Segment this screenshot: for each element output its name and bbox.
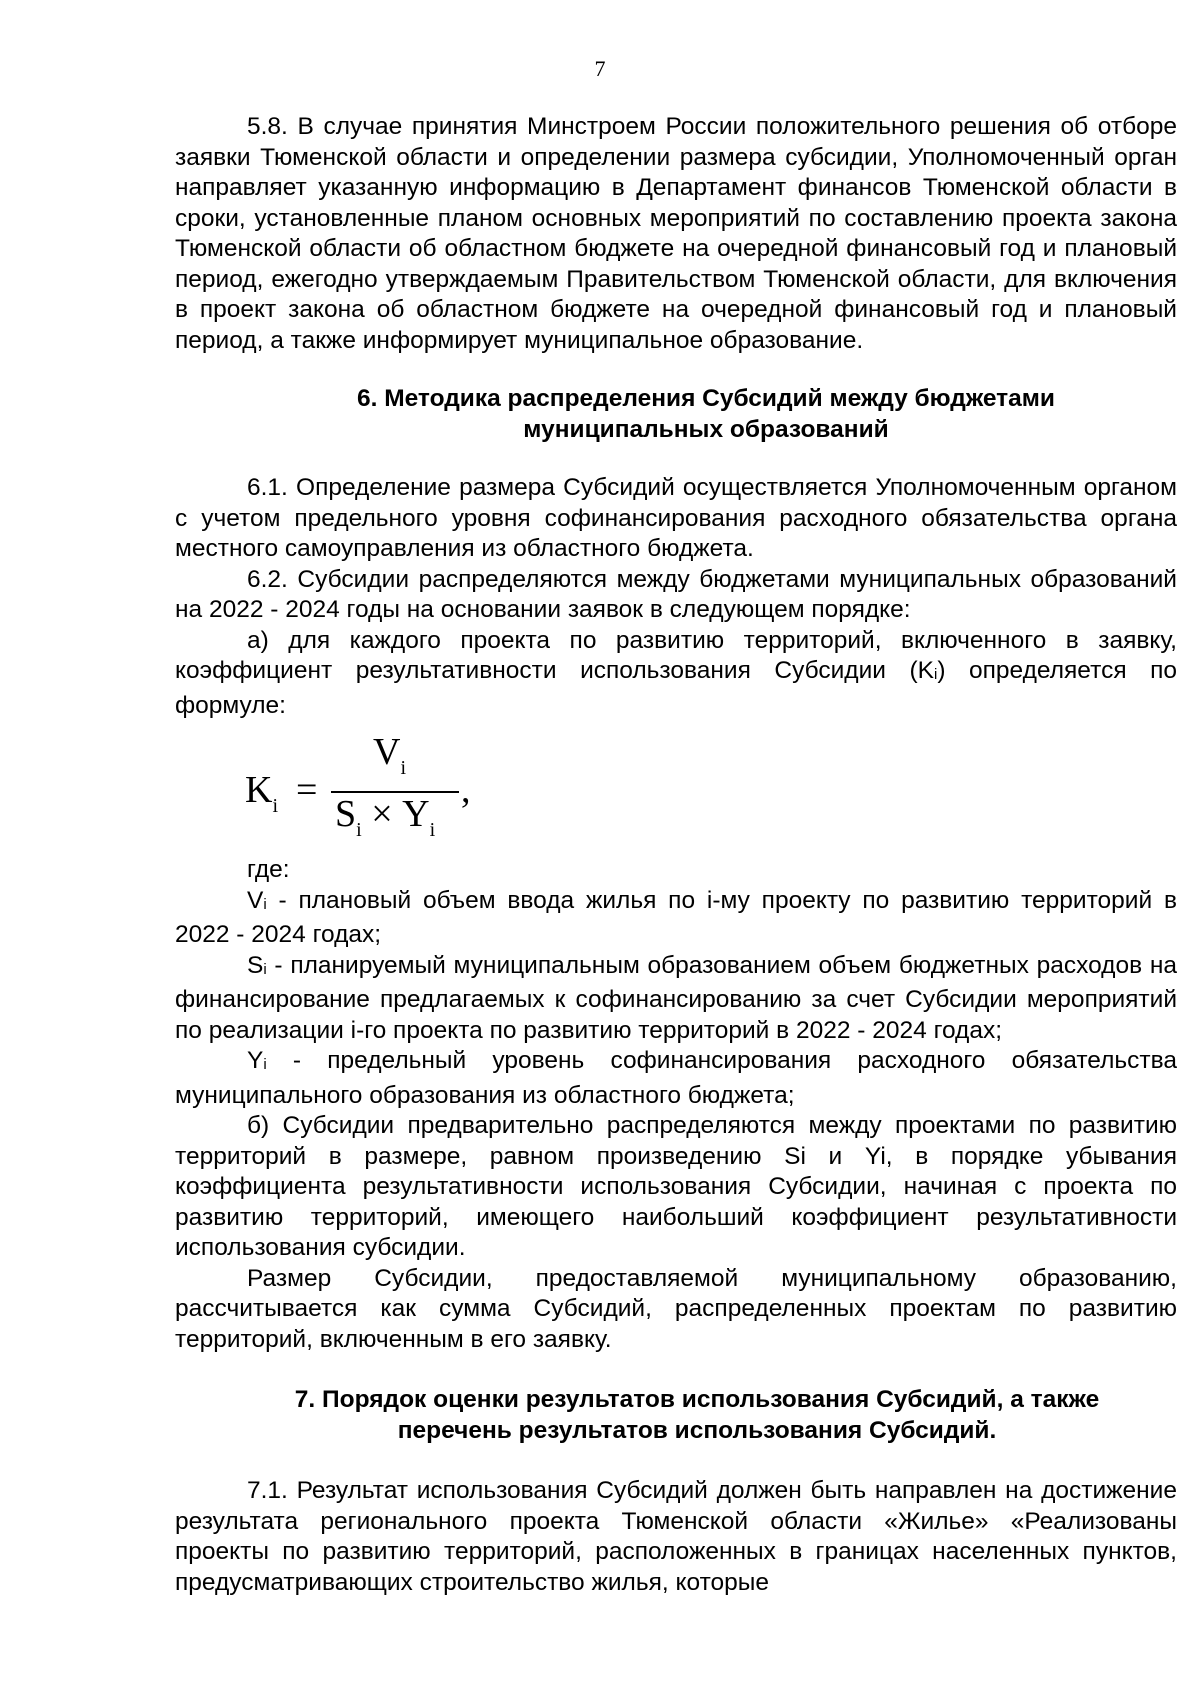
definition-s: Si - планируемый муниципальным образованием объем бюджетных расходов на финансирование предлагаемых к софинансированию за счет Субсидии мероприятий по реализации i-го проекта по развитию территорий в 2022 - 2024 годах; — [175, 951, 1177, 1044]
section-7-heading-line-1: 7. Порядок оценки результатов использования Субсидий, а также — [294, 1386, 1100, 1413]
paragraph-5-8: 5.8. В случае принятия Минстроем России положительного решения об отборе заявки Тюменской области и определении размера субсидии, Уполномоченный орган направляет указанную информацию в Департамент финансов Тюменской области в сроки, установленные планом основных мероприятий по составлению проекта закона Тюменской области об областном бюджете на очередной финансовый год и плановый период, ежегодно утверждаемым Правительством Тюменской области, для включения в проект закона об областном бюджете на очередной финансовый год и плановый период, а также информирует муниципальное образование. — [175, 113, 1177, 354]
section-7-heading — [175, 1385, 1177, 1446]
formula-comma: , — [461, 769, 471, 811]
paragraph-a-tail: ) определяется по формуле: — [175, 657, 1178, 719]
formula-lhs: $K_i$ — [245, 769, 279, 817]
paragraph-7-1: 7.1. Результат использования Субсидий должен быть направлен на достижение результата регионального проекта Тюменской области «Жилье» «Реализованы проекты по развитию территорий, расположенных в границах населенных пунктов, предусматривающих строительство жилья, которые — [175, 1477, 1177, 1596]
document-body — [175, 112, 1177, 1598]
section-6-heading — [175, 384, 1177, 445]
definition-v: Vi - плановый объем ввода жилья по i-му проекту по развитию территорий в 2022 - 2024 годах; — [175, 886, 1177, 948]
paragraph-a-subscript: i — [934, 666, 938, 683]
paragraph-subsidy-size: Размер Субсидии, предоставляемой муниципальному образованию, рассчитывается как сумма Субсидий, распределенных проектам по развитию территорий, включенным в его заявку. — [175, 1264, 1177, 1353]
page-number: 7 — [594, 56, 606, 81]
paragraph-6-2: 6.2. Субсидии распределяются между бюджетами муниципальных образований на 2022 - 2024 годы на основании заявок в следующем порядке: — [175, 565, 1177, 623]
section-6-heading-line-2: муниципальных образований — [523, 415, 889, 443]
where-label: где: — [247, 856, 290, 883]
formula-denominator: $S_i \times Y_i$ — [335, 793, 436, 841]
formula-k-i — [175, 731, 1177, 855]
paragraph-b: б) Субсидии предварительно распределяются между проектами по развитию территорий в размере, равном произведению Si и Yi, в порядке убывания коэффициента результативности использования Субсидии, начиная с проекта по развитию территорий, имеющего наибольший коэффициент результативности использования субсидии. — [175, 1112, 1177, 1261]
paragraph-6-1: 6.1. Определение размера Субсидий осуществляется Уполномоченным органом с учетом предельного уровня софинансирования расходного обязательства органа местного самоуправления из областного бюджета. — [175, 474, 1177, 562]
section-7-heading-line-2: перечень результатов использования Субсидий. — [397, 1416, 997, 1444]
section-6-heading-line-1: 6. Методика распределения Субсидий между бюджетами — [356, 385, 1055, 412]
paragraph-a — [175, 626, 1177, 722]
paragraph-a-text: а) для каждого проекта по развитию территорий, включенного в заявку, коэффициент результативности использования Субсидии (K — [175, 626, 1177, 684]
formula-numerator: $V_i$ — [373, 731, 407, 779]
formula-equals: = — [296, 769, 318, 811]
definition-y: Yi - предельный уровень софинансирования расходного обязательства муниципального образования из областного бюджета; — [175, 1047, 1177, 1109]
